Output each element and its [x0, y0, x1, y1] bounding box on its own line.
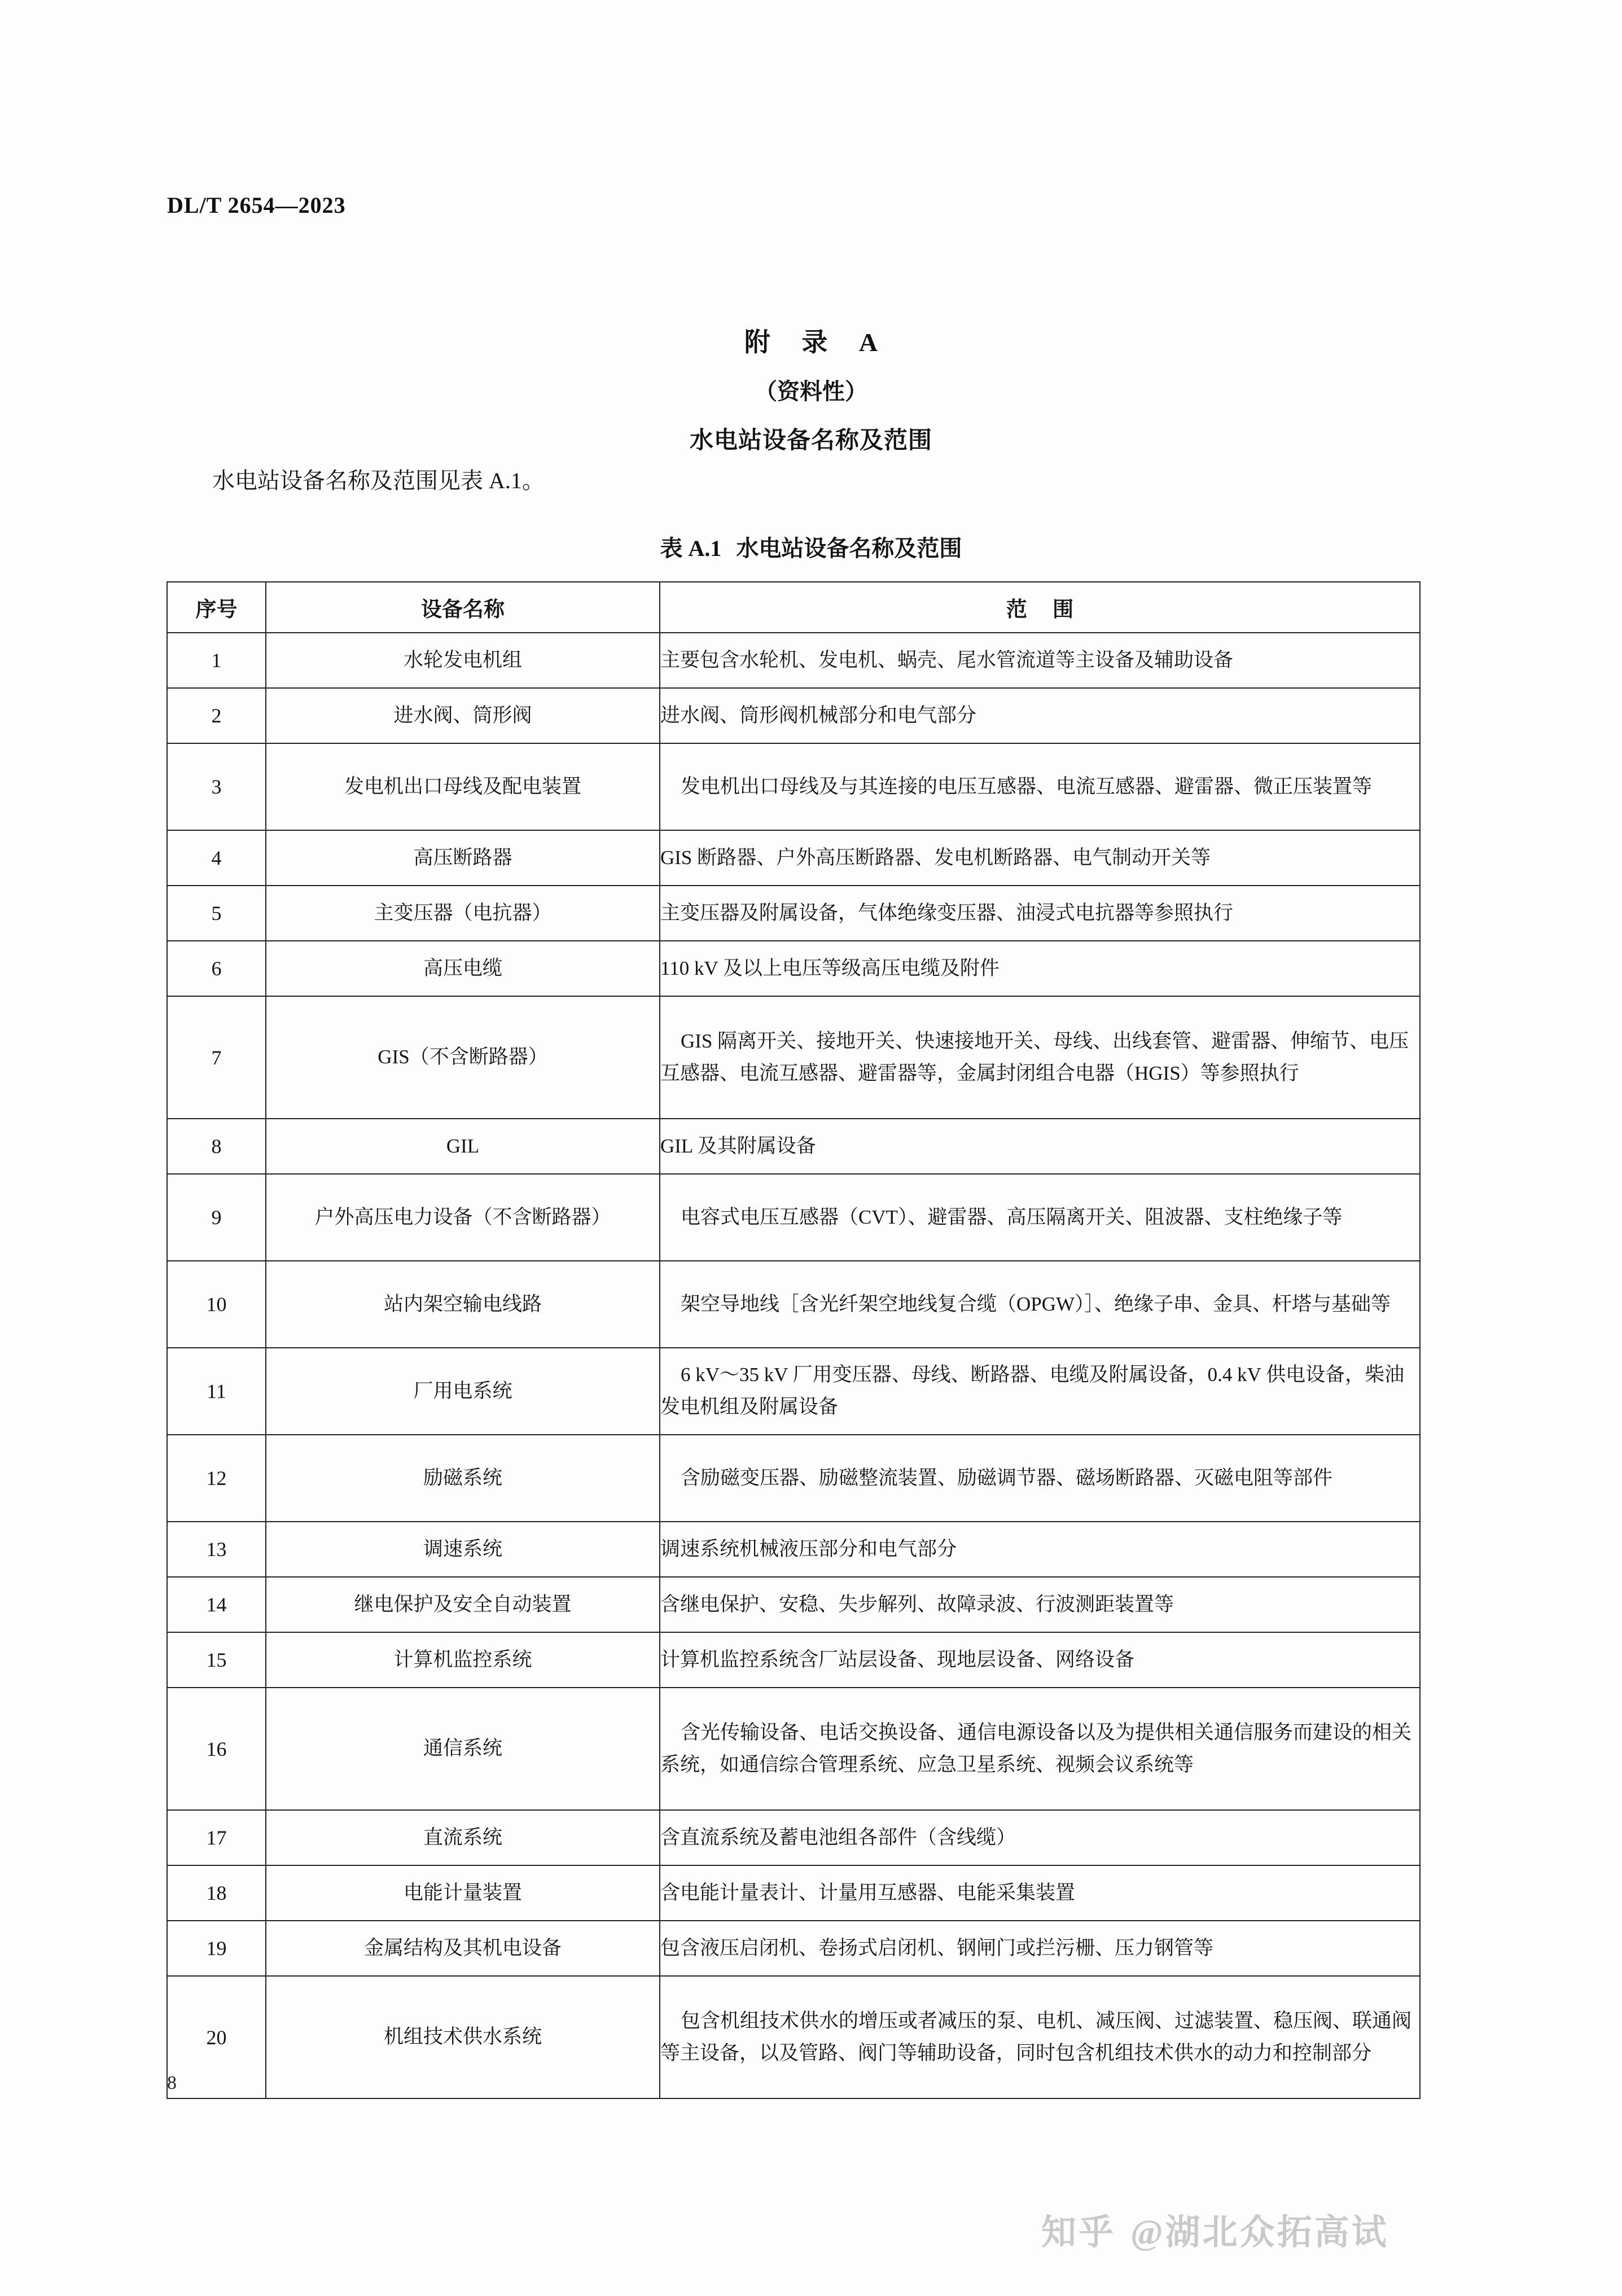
cell-no: 12 — [167, 1435, 266, 1522]
table-caption — [0, 531, 1622, 563]
cell-scope: 电容式电压互感器（CVT）、避雷器、高压隔离开关、阻波器、支柱绝缘子等 — [660, 1174, 1420, 1261]
cell-no: 16 — [167, 1688, 266, 1810]
table-row — [167, 1348, 1420, 1435]
cell-name: 厂用电系统 — [266, 1348, 660, 1435]
table-row — [167, 1865, 1420, 1921]
table-row — [167, 1810, 1420, 1865]
cell-no: 3 — [167, 743, 266, 830]
column-header-no: 序号 — [167, 582, 266, 633]
table-row — [167, 830, 1420, 886]
standard-number-header: DL/T 2654—2023 — [167, 192, 346, 218]
cell-no: 2 — [167, 688, 266, 743]
intro-paragraph: 水电站设备名称及范围见表 A.1。 — [212, 468, 545, 493]
table-row — [167, 1577, 1420, 1632]
cell-name: 高压断路器 — [266, 830, 660, 886]
cell-name: 直流系统 — [266, 1810, 660, 1865]
page-number: 8 — [167, 2072, 177, 2093]
table-row — [167, 1688, 1420, 1810]
annex-name: 水电站设备名称及范围 — [689, 428, 932, 454]
cell-no: 19 — [167, 1921, 266, 1976]
table-caption-number: 表 A.1 — [660, 536, 722, 561]
cell-scope: 110 kV 及以上电压等级高压电缆及附件 — [660, 941, 1420, 996]
cell-name: GIL — [266, 1119, 660, 1174]
cell-scope: 主要包含水轮机、发电机、蜗壳、尾水管流道等主设备及辅助设备 — [660, 633, 1420, 688]
cell-no: 14 — [167, 1577, 266, 1632]
table-row — [167, 633, 1420, 688]
cell-scope: GIL 及其附属设备 — [660, 1119, 1420, 1174]
cell-no: 7 — [167, 996, 266, 1119]
cell-name: 金属结构及其机电设备 — [266, 1921, 660, 1976]
cell-name: 计算机监控系统 — [266, 1632, 660, 1688]
cell-name: 继电保护及安全自动装置 — [266, 1577, 660, 1632]
cell-scope: 进水阀、筒形阀机械部分和电气部分 — [660, 688, 1420, 743]
cell-no: 6 — [167, 941, 266, 996]
cell-no: 4 — [167, 830, 266, 886]
cell-scope: 调速系统机械液压部分和电气部分 — [660, 1522, 1420, 1577]
table-row — [167, 1921, 1420, 1976]
cell-name: 站内架空输电线路 — [266, 1261, 660, 1348]
table-row — [167, 1174, 1420, 1261]
equipment-table — [166, 581, 1421, 2099]
table-row — [167, 1632, 1420, 1688]
annex-kind: （资料性） — [755, 379, 867, 404]
cell-scope: 含光传输设备、电话交换设备、通信电源设备以及为提供相关通信服务而建设的相关系统，如通信综合管理系统、应急卫星系统、视频会议系统等 — [660, 1688, 1420, 1810]
cell-scope: 架空导地线［含光纤架空地线复合缆（OPGW）］、绝缘子串、金具、杆塔与基础等 — [660, 1261, 1420, 1348]
table-header-row — [167, 582, 1420, 633]
cell-name: GIS（不含断路器） — [266, 996, 660, 1119]
cell-scope: 包含机组技术供水的增压或者减压的泵、电机、减压阀、过滤装置、稳压阀、联通阀等主设备，以及管路、阀门等辅助设备，同时包含机组技术供水的动力和控制部分 — [660, 1976, 1420, 2098]
cell-name: 通信系统 — [266, 1688, 660, 1810]
column-header-scope: 范 围 — [660, 582, 1420, 633]
cell-scope: GIS 断路器、户外高压断路器、发电机断路器、电气制动开关等 — [660, 830, 1420, 886]
table-row — [167, 996, 1420, 1119]
cell-name: 高压电缆 — [266, 941, 660, 996]
cell-no: 10 — [167, 1261, 266, 1348]
cell-no: 8 — [167, 1119, 266, 1174]
watermark — [1041, 2204, 1389, 2254]
cell-scope: 主变压器及附属设备，气体绝缘变压器、油浸式电抗器等参照执行 — [660, 886, 1420, 941]
cell-name: 主变压器（电抗器） — [266, 886, 660, 941]
cell-no: 5 — [167, 886, 266, 941]
table-row — [167, 743, 1420, 830]
table-caption-title: 水电站设备名称及范围 — [736, 536, 962, 561]
cell-no: 11 — [167, 1348, 266, 1435]
table-row — [167, 1522, 1420, 1577]
cell-no: 13 — [167, 1522, 266, 1577]
cell-name: 水轮发电机组 — [266, 633, 660, 688]
cell-no: 15 — [167, 1632, 266, 1688]
table-row — [167, 688, 1420, 743]
table-row — [167, 886, 1420, 941]
cell-no: 1 — [167, 633, 266, 688]
cell-scope: 含直流系统及蓄电池组各部件（含线缆） — [660, 1810, 1420, 1865]
cell-name: 调速系统 — [266, 1522, 660, 1577]
cell-scope: 发电机出口母线及与其连接的电压互感器、电流互感器、避雷器、微正压装置等 — [660, 743, 1420, 830]
table-row — [167, 1976, 1420, 2098]
cell-scope: 含励磁变压器、励磁整流装置、励磁调节器、磁场断路器、灭磁电阻等部件 — [660, 1435, 1420, 1522]
cell-name: 励磁系统 — [266, 1435, 660, 1522]
cell-name: 电能计量装置 — [266, 1865, 660, 1921]
cell-scope: 计算机监控系统含厂站层设备、现地层设备、网络设备 — [660, 1632, 1420, 1688]
cell-scope: 含继电保护、安稳、失步解列、故障录波、行波测距装置等 — [660, 1577, 1420, 1632]
cell-scope: 包含液压启闭机、卷扬式启闭机、钢闸门或拦污栅、压力钢管等 — [660, 1921, 1420, 1976]
column-header-name: 设备名称 — [266, 582, 660, 633]
table-row — [167, 941, 1420, 996]
cell-scope: 含电能计量表计、计量用互感器、电能采集装置 — [660, 1865, 1420, 1921]
cell-name: 进水阀、筒形阀 — [266, 688, 660, 743]
cell-scope: 6 kV～35 kV 厂用变压器、母线、断路器、电缆及附属设备，0.4 kV 供电设备，柴油发电机组及附属设备 — [660, 1348, 1420, 1435]
cell-scope: GIS 隔离开关、接地开关、快速接地开关、母线、出线套管、避雷器、伸缩节、电压互感器、电流互感器、避雷器等，金属封闭组合电器（HGIS）等参照执行 — [660, 996, 1420, 1119]
cell-no: 17 — [167, 1810, 266, 1865]
table-row — [167, 1261, 1420, 1348]
equipment-table-wrapper — [166, 581, 1421, 2099]
annex-title-block — [0, 322, 1622, 455]
watermark-account: @湖北众拓高试 — [1130, 2214, 1389, 2252]
table-row — [167, 1435, 1420, 1522]
table-row — [167, 1119, 1420, 1174]
cell-no: 18 — [167, 1865, 266, 1921]
cell-name: 发电机出口母线及配电装置 — [266, 743, 660, 830]
cell-no: 20 — [167, 1976, 266, 2098]
cell-name: 机组技术供水系统 — [266, 1976, 660, 2098]
annex-label: 附 录 A — [744, 328, 891, 357]
cell-no: 9 — [167, 1174, 266, 1261]
cell-name: 户外高压电力设备（不含断路器） — [266, 1174, 660, 1261]
watermark-site: 知乎 — [1041, 2214, 1116, 2252]
